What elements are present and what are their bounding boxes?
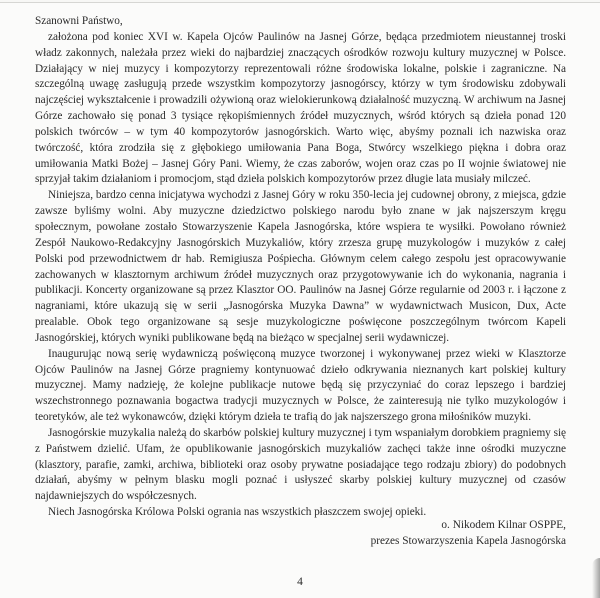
paragraph-2: Niniejsza, bardzo cenna inicjatywa wychodzi z Jasnej Góry w roku 350-lecia jej cudownej obrony, z miejsca, gdzie zawsze byliśmy wolni. Aby muzyczne dziedzictwo polskiego narodu było znane w jak najszerszym kręgu społecznym, powołane zostało Stowarzyszenie Kapela Jasnogórska, które wspiera te wysiłki. Powołano również Zespół Naukowo-Redakcyjny Jasnogórskich Muzykaliów, który zrzesza grupę muzykologów i muzyków z całej Polski pod przewodnictwem dr hab. Remigiusza Pośpiecha. Głównym celem całego zespołu jest opracowywanie zachowanych w klasztornym archiwum źródeł muzycznych oraz przygotowywanie ich do wykonania, nagrania i publikacji. Koncerty organizowane są przez Klasztor OO. Paulinów na Jasnej Górze regularnie od 2003 r. i łączone z nagraniami, które ukazują się w serii „Jasnogórska Muzyka Dawna” w wydawnictwach Musicon, Dux, Acte prealable. Obok tego organizowane są sesje muzykologiczne poświęcone poszczególnym twórcom Kapeli Jasnogórskiej, których wyniki publikowane będą na bieżąco w specjalnej serii wydawniczej. (35, 189, 566, 344)
paragraph-5: Niech Jasnogórska Królowa Polski ogrania nas wszystkich płaszczem swojej opieki. (48, 506, 427, 519)
paragraph-1: założona pod koniec XVI w. Kapela Ojców Paulinów na Jasnej Górze, będąca przedmiotem nieustannej troski władz zakonnych, należała przez wieki do najbardziej znaczących ośrodków rozwoju kultury muzycznej w Polsce. Działający w niej muzycy i kompozytorzy reprezentowali różne środowiska lokalne, polskie i zagraniczne. Na szczególną uwagę zasługują przede wszystkim kompozytorzy jasnogórscy, którzy w tym środowisku zdobywali najczęściej wykształcenie i prowadzili ożywioną oraz wielokierunkową działalność muzyczną. W archiwum na Jasnej Górze zachowało się ponad 3 tysiące rękopiśmiennych źródeł muzycznych, wśród których są dzieła ponad 120 polskich twórców – w tym 40 kompozytorów jasnogórskich. Warto więc, abyśmy poznali ich nazwiska oraz twórczość, która zrodziła się z głębokiego umiłowania Pana Boga, Stwórcy wszelkiego piękna i dobra oraz umiłowania Matki Bożej – Jasnej Góry Pani. Wiemy, że czas zaborów, wojen oraz czas po II wojnie światowej nie sprzyjał takim działaniom i promocjom, stąd dzieła polskich kompozytorów przez długie lata musiały milczeć. (35, 30, 566, 186)
page-corner-shadow (592, 558, 600, 598)
paragraph-3: Inaugurując nową serię wydawniczą poświęconą muzyce tworzonej i wykonywanej przez wieki w Klasztorze Ojców Paulinów na Jasnej Górze pragniemy kontynuować dzieło odkrywania nieznanych kart polskiej kultury muzycznej. Mamy nadzieję, że kolejne publikacje nutowe będą się przyczyniać do coraz lepszego i bardziej wszechstronnego poznawania bogactwa tradycji muzycznych w Polsce, że zainteresują nie tylko muzykologów i teoretyków, ale też wykonawców, dzięki którym dzieła te trafią do jak najszerszego grona miłośników muzyki. (35, 347, 566, 424)
signature-name: o. Nikodem Kilnar OSPPE, (441, 519, 566, 531)
salutation: Szanowni Państwo, (35, 15, 123, 27)
letter-body (35, 14, 566, 521)
signature-block (371, 517, 566, 549)
paragraph-4: Jasnogórskie muzykalia należą do skarbów polskiej kultury muzycznej i tym wspaniałym dorobkiem pragniemy się z Państwem dzielić. Ufam, że opublikowanie jasnogórskich muzykaliów zachęci także inne ośrodki muzyczne (klasztory, parafie, zamki, archiwa, biblioteki oraz osoby prywatne posiadające tego rodzaju zbiory) do podobnych działań, abyśmy w pełnym blasku mogli poznać i usłyszeć skarby polskiej kultury muzycznej od czasów najdawniejszych do współczesnych. (35, 426, 566, 503)
page-number: 4 (297, 576, 303, 588)
document-page (0, 2, 600, 598)
signature-title: prezes Stowarzyszenia Kapela Jasnogórska (370, 535, 566, 547)
